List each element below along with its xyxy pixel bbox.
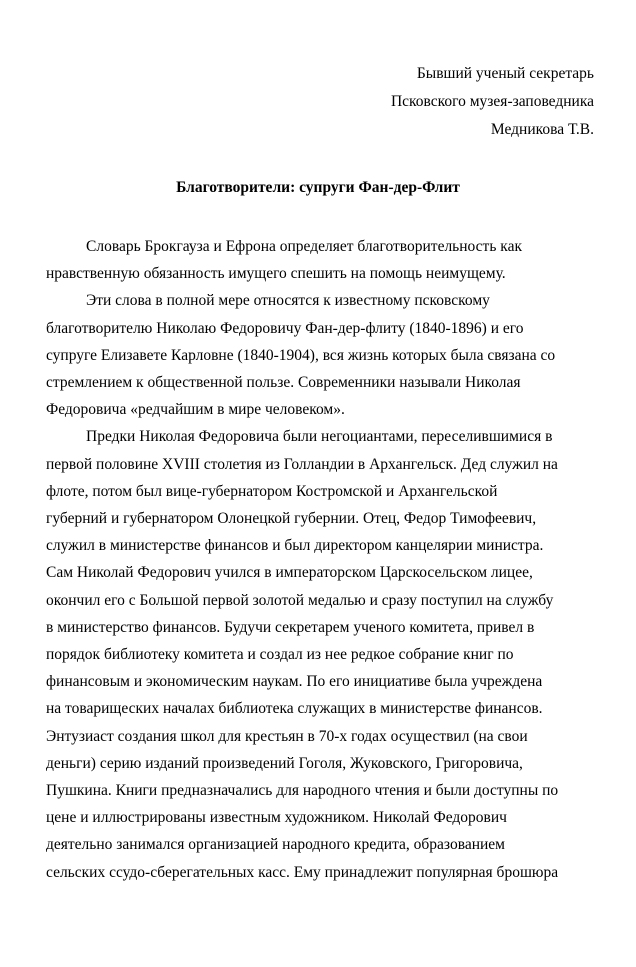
text-line: Сам Николай Федорович учился в императорском Царскосельском лицее,: [46, 564, 533, 582]
text-line: нравственную обязанность имущего спешить на помощь неимущему.: [46, 265, 506, 283]
text-line: Эти слова в полной мере относятся к известному псковскому: [86, 292, 490, 310]
text-line: Федоровича «редчайшим в мире человеком».: [46, 401, 345, 419]
article-title: Благотворители: супруги Фан-дер-Флит: [176, 179, 460, 196]
paragraph-1: [46, 233, 596, 287]
paragraph-3: [46, 423, 596, 885]
text-line: в министерство финансов. Будучи секретарем ученого комитета, привел в: [46, 618, 535, 636]
text-line: губерний и губернатором Олонецкой губернии. Отец, Федор Тимофеевич,: [46, 510, 537, 528]
text-line: Словарь Брокгауза и Ефрона определяет благотворительность как: [86, 238, 522, 255]
paragraph-2: [46, 287, 596, 423]
text-line: окончил его с Большой первой золотой медалью и сразу поступил на службу: [46, 591, 554, 609]
text-line: сельских ссудо-сберегательных касс. Ему принадлежит популярная брошюра: [46, 863, 559, 881]
text-line: первой половине XVIII столетия из Голландии в Архангельск. Дед служил на: [46, 455, 558, 473]
text-line: деньги) серию изданий произведений Гоголя, Жуковского, Григоровича,: [46, 754, 523, 772]
text-line: порядок библиотеку комитета и создал из нее редкое собрание книг по: [46, 646, 514, 664]
text-line: флоте, потом был вице-губернатором Костромской и Архангельской: [46, 482, 498, 500]
text-line: служил в министерстве финансов и был директором канцелярии министра.: [46, 537, 544, 555]
author-organization: Псковского музея-заповедника: [390, 93, 594, 110]
text-line: на товарищеских началах библиотека служащих в министерстве финансов.: [46, 700, 543, 718]
text-line: финансовым и экономическим наукам. По его инициативе была учреждена: [46, 673, 543, 691]
text-line: Пушкина. Книги предназначались для народного чтения и были доступны по: [46, 782, 559, 800]
text-line: Энтузиаст создания школ для крестьян в 70-х годах осуществил (на свои: [46, 727, 528, 745]
text-line: благотворителю Николаю Федоровичу Фан-дер-флиту (1840-1896) и его: [46, 319, 524, 337]
text-line: супруге Елизавете Карловне (1840-1904), вся жизнь которых была связана со: [46, 346, 556, 364]
text-line: деятельно занимался организацией народного кредита, образованием: [46, 836, 505, 854]
author-position: Бывший ученый секретарь: [416, 65, 594, 82]
text-line: Предки Николая Федоровича были негоциантами, переселившимися в: [86, 428, 553, 446]
text-line: цене и иллюстрированы известным художником. Николай Федорович: [46, 809, 507, 827]
author-name: Медникова Т.В.: [490, 121, 594, 138]
author-block: [391, 60, 594, 144]
article-body: [46, 233, 596, 886]
text-line: стремлением к общественной пользе. Современники называли Николая: [46, 374, 521, 392]
